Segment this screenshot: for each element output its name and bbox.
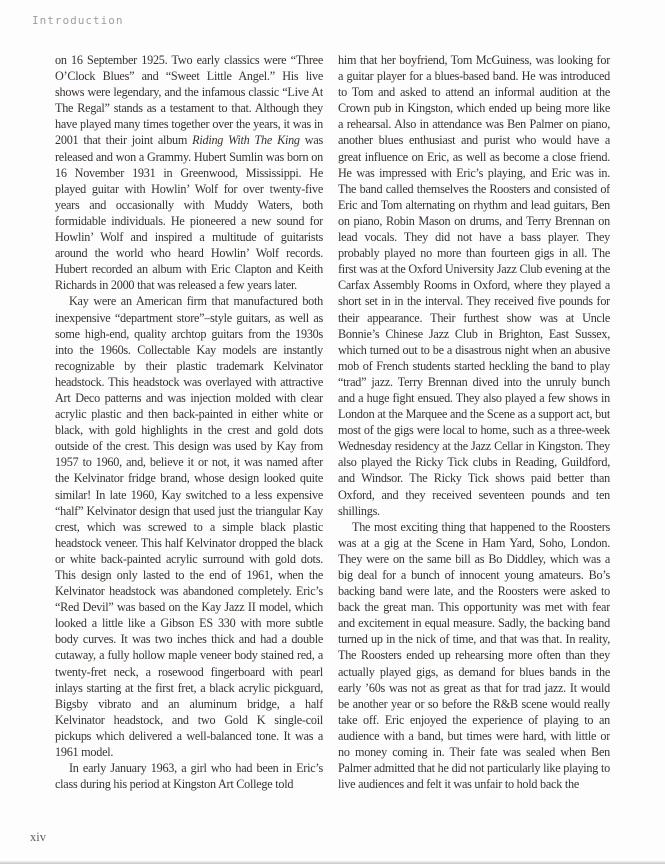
page-number: xiv [30, 830, 46, 844]
text-columns [55, 52, 610, 814]
text-column-left [55, 52, 323, 814]
paragraph [338, 52, 610, 519]
body-text: The most exciting thing that happened to the Roosters was at a gig at the Scene in Ham Yard, Soho, London. They were on the same bill as Bo Diddley, which was a big deal for a bunch of innocent young amateurs. Bo’s backing band were late, and the Roosters were asked to back the great man. This opportunity was met with fear and excitement in equal measure. Sadly, the backing band turned up in the nick of time, and that was that. In reality, The Roosters ended up rehearsing more often than they actually played gigs, as demand for blues bands in the early ’60s was not as great as that for trad jazz. It would be another year or so before the R&B scene would really take off. Eric enjoyed the experience of playing to an audience with a band, but times were hard, with little or no money coming in. Their fate was sealed when Ben Palmer admitted that he did not particularly like playing to live audiences and felt it was unfair to hold back the [338, 519, 610, 792]
text-column-right [338, 52, 610, 814]
italic-text: Riding With The King [192, 133, 300, 148]
body-text: Kay were an American firm that manufactured both inexpensive “department store”–style guitars, as well as some high-end, quality archtop guitars from the 1930s into the 1960s. Collectable Kay models are instantly recognizable by their plastic trademark Kelvinator headstock. This headstock was overlayed with attractive Art Deco patterns and was injection molded with clear acrylic plastic and then back-painted in either white or black, with gold highlights in the crest and gold dots outside of the crest. This design was used by Kay from 1957 to 1960, and, believe it or not, it was named after the Kelvinator fridge brand, whose design looked quite similar! In late 1960, Kay switched to a less expensive “half” Kelvinator design that used just the triangular Kay crest, which was screwed to a simple black plastic headstock veneer. This half Kelvinator dropped the black or white back-painted acrylic surround with gold dots. This design only lasted to the end of 1961, when the Kelvinator headstock was abandoned completely. Eric’s “Red Devil” was based on the Kay Jazz II model, which looked a little like a Gibson ES 330 with more subtle body curves. It was two inches thick and had a double cutaway, a fully hollow maple veneer body stained red, a twenty-fret neck, a rosewood fingerboard with pearl inlays starting at the first fret, a black acrylic pickguard, Bigsby vibrato and an aluminum bridge, a half Kelvinator headstock, and two Gold K single-coil pickups which delivered a well-balanced tone. It was a 1961 model. [55, 294, 323, 760]
paragraph [338, 519, 610, 793]
body-text: him that her boyfriend, Tom McGuiness, was looking for a guitar player for a blues-based band. He was introduced to Tom and asked to attend an informal audition at the Crown pub in Kingston, which ended up being more like a rehearsal. Also in attendance was Ben Palmer on piano, another blues enthusiast and purist who would have a great influence on Eric, as well as become a close friend. He was impressed with Eric’s playing, and Eric was in. The band called themselves the Roosters and consisted of Eric and Tom alternating on rhythm and lead guitars, Ben on piano, Robin Mason on drums, and Terry Brennan on lead vocals. They did not have a bass player. They probably played no more than fourteen gigs in all. The first was at the Oxford University Jazz Club evening at the Carfax Assembly Rooms in Oxford, where they played a short set in in the interval. They received five pounds for their appearance. Their furthest show was at Uncle Bonnie’s Chinese Jazz Club in Brighton, East Sussex, which turned out to be a disastrous night when an abusive mob of French students started heckling the band to play “trad” jazz. Terry Brennan dived into the unruly bunch and a huge fight ensued. They also played a few shows in London at the Marquee and the Scene as a support act, but most of the gigs were local to home, such as a three-week Wednesday residency at the Jazz Cellar in Kingston. They also played the Ricky Tick clubs in Reading, Guildford, and Windsor. The Ricky Tick shows paid better than Oxford, and they received seventeen pounds and ten shillings. [338, 53, 610, 518]
body-text: In early January 1963, a girl who had been in Eric’s class during his period at Kingston Art College told [55, 761, 323, 792]
paragraph [55, 293, 323, 760]
paragraph [55, 52, 323, 293]
running-header: Introduction [32, 14, 124, 27]
body-text: on 16 September 1925. Two early classics were “Three O’Clock Blues” and “Sweet Little Angel.” His live shows were legendary, and the infamous classic “Live At The Regal” stands as a testament to that. Although they have played many times together over the years, it was in 2001 that their joint album [55, 53, 323, 148]
body-text: was released and won a Grammy. Hubert Sumlin was born on 16 November 1931 in Greenwood, Mississippi. He played guitar with Howlin’ Wolf for over twenty-five years and occasionally with Muddy Waters, both formidable individuals. He pioneered a new sound for Howlin’ Wolf and inspired a multitude of guitarists around the world who heard Howlin’ Wolf records. Hubert recorded an album with Eric Clapton and Keith Richards in 2000 that was released a few years later. [55, 133, 323, 293]
paragraph [55, 760, 323, 792]
